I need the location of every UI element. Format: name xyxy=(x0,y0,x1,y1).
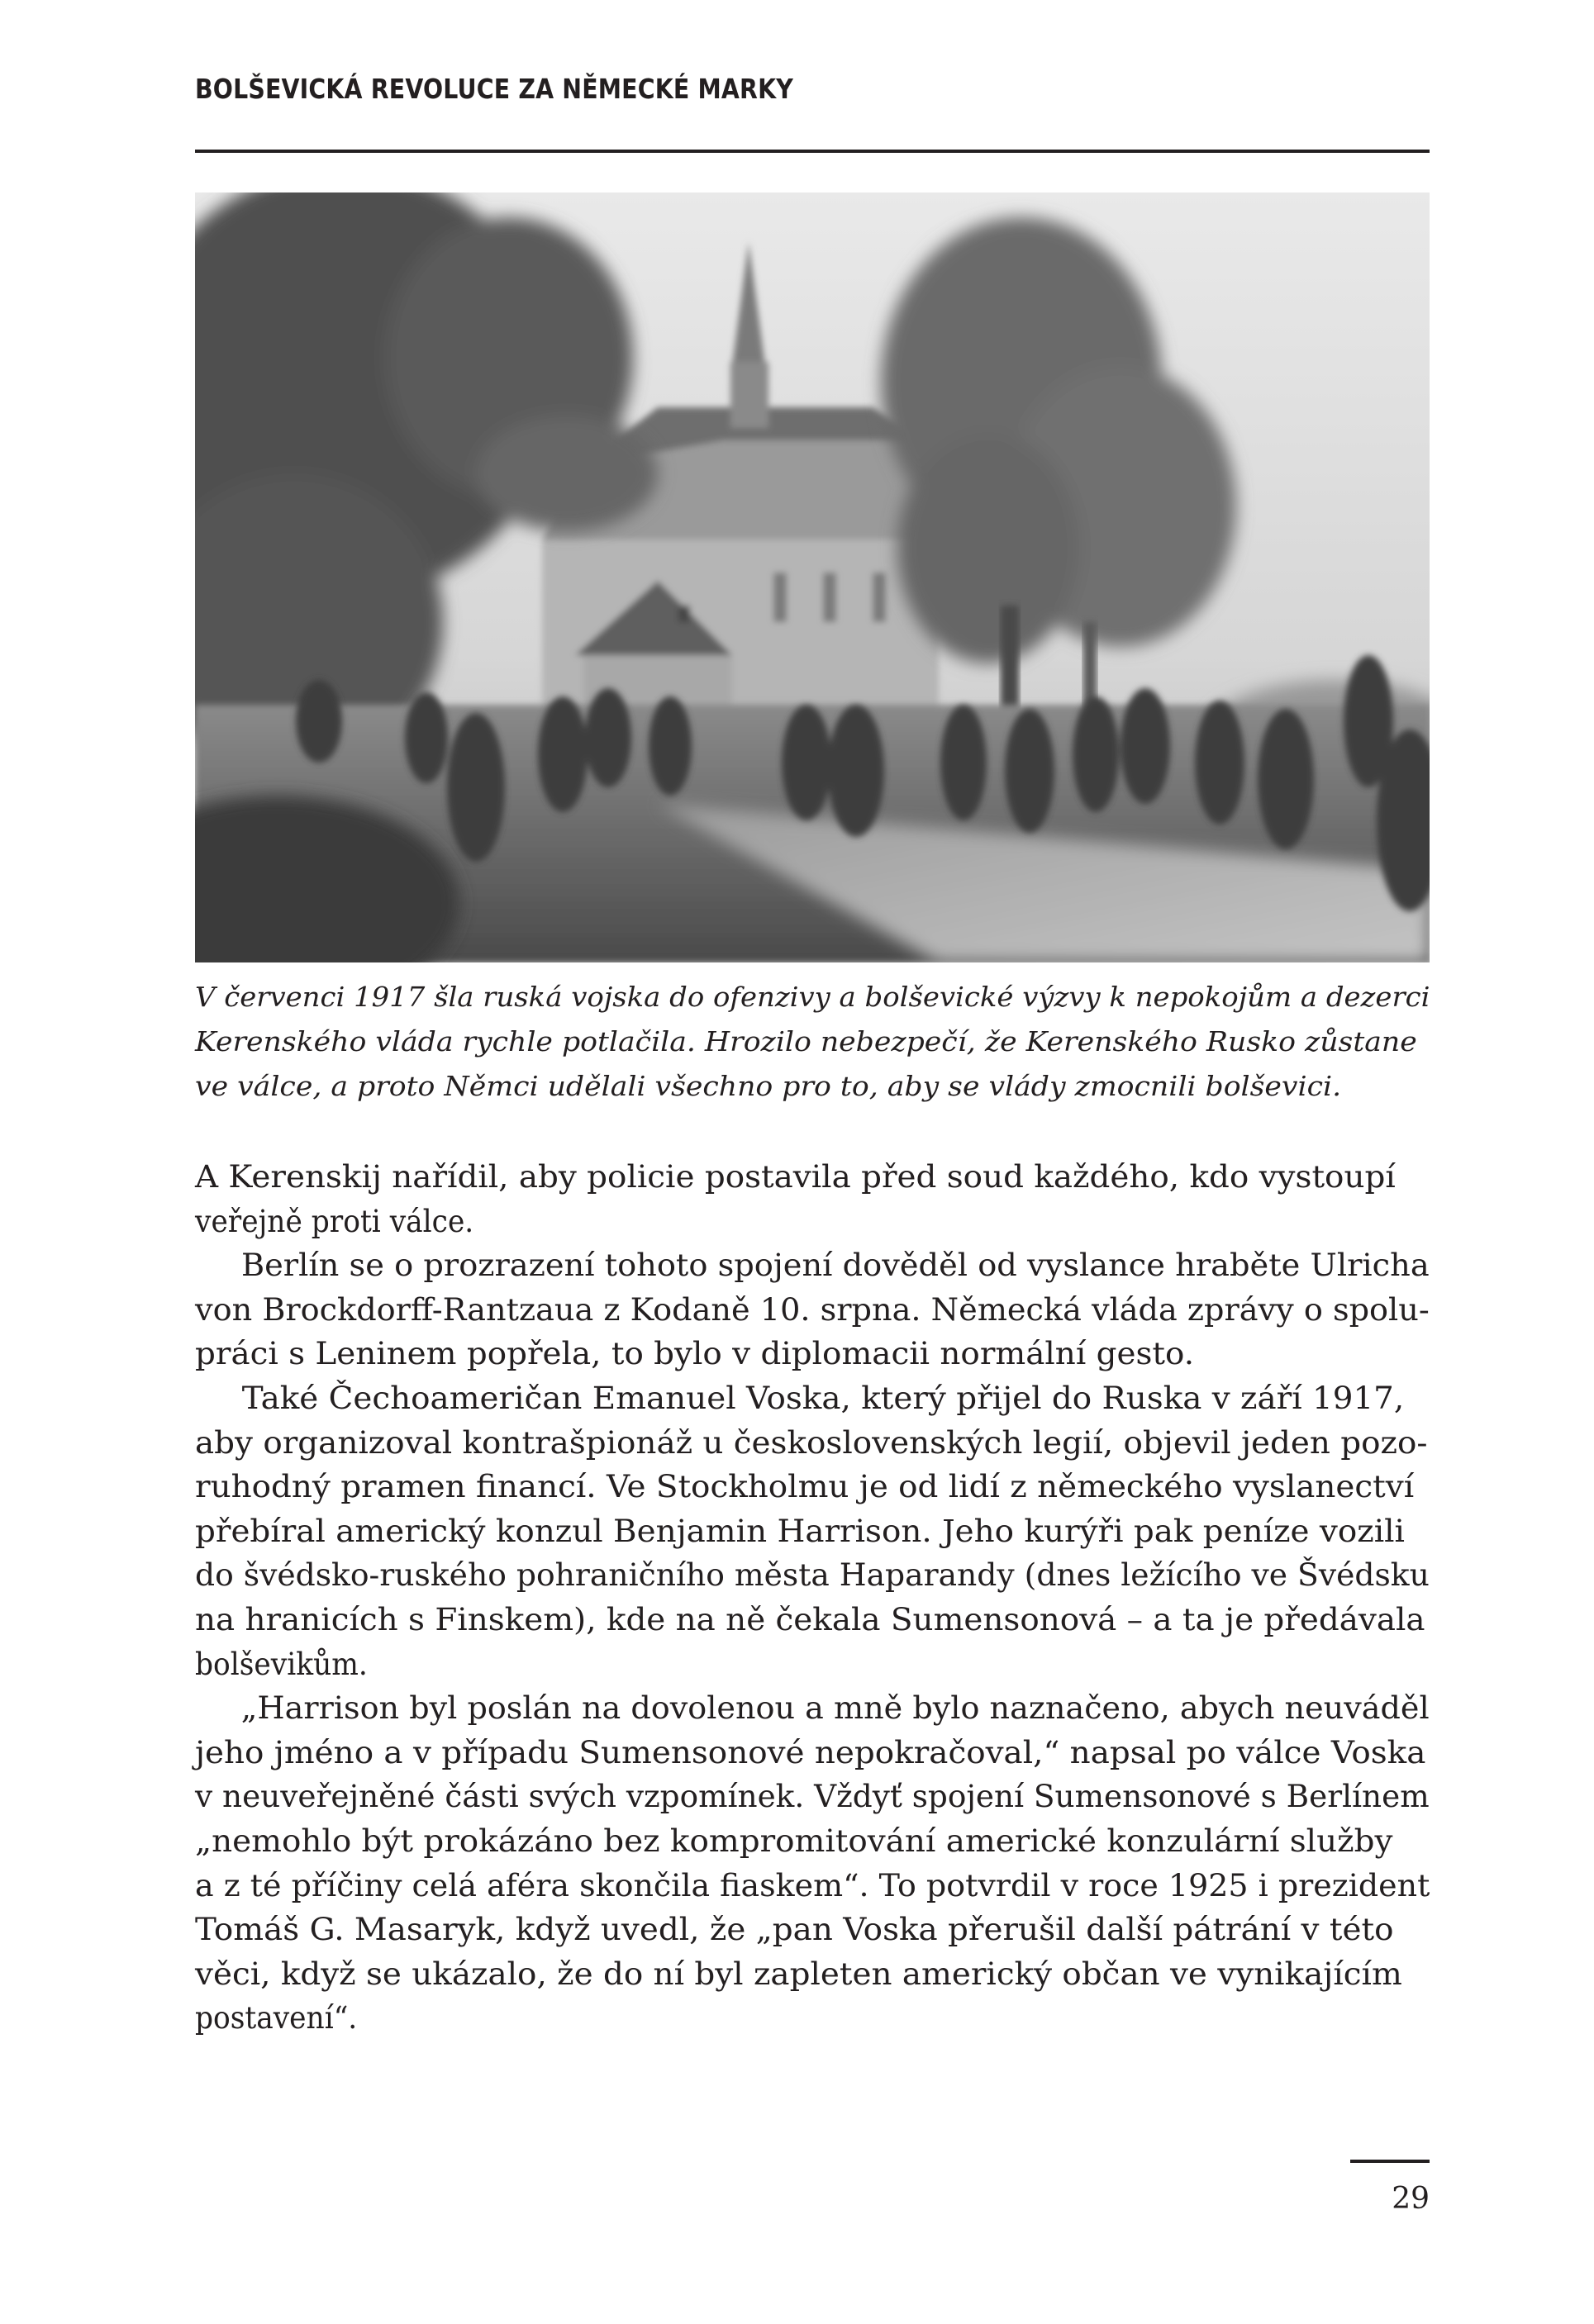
caption-line: V červenci 1917 šla ruská vojska do ofenzivy a bolševické výzvy k nepokojům a dezerci xyxy=(195,981,1430,1013)
body-line: do švédsko-ruského pohraničního města Haparandy (dnes ležícího ve Švédsku xyxy=(195,1557,1430,1594)
paragraph-start-line: Také Čechoameričan Emanuel Voska, který přijel do Ruska v září 1917, xyxy=(241,1380,1405,1416)
body-line: na hranicích s Finskem), kde na ně čekala Sumensonová – a ta je předávala xyxy=(195,1601,1425,1637)
body-line: jeho jméno a v případu Sumensonové nepokračoval,“ napsal po válce Voska xyxy=(195,1734,1426,1770)
header-rule xyxy=(195,150,1430,153)
running-title: BOLŠEVICKÁ REVOLUCE ZA NĚMECKÉ MARKY xyxy=(195,73,793,105)
photo-soldiers-church-image xyxy=(195,192,1430,962)
body-line: bolševikům. xyxy=(195,1646,368,1682)
figure-photo xyxy=(195,192,1430,962)
caption-line: Kerenského vláda rychle potlačila. Hrozilo nebezpečí, že Kerenského Rusko zůstane xyxy=(195,1025,1417,1057)
body-line: von Brockdorff-Rantzaua z Kodaně 10. srpna. Německá vláda zprávy o spolu- xyxy=(195,1291,1430,1328)
paragraph-start-line: Berlín se o prozrazení tohoto spojení dověděl od vyslance hraběte Ulricha xyxy=(240,1248,1430,1284)
body-line: ruhodný pramen financí. Ve Stockholmu je od lidí z německého vyslanectví xyxy=(195,1469,1415,1505)
running-header xyxy=(195,71,1257,107)
body-text xyxy=(195,1155,1430,2041)
body-line: a z té příčiny celá aféra skončila fiaskem“. To potvrdil v roce 1925 i prezident xyxy=(195,1867,1430,1903)
body-line: v neuveřejněné části svých vzpomínek. Vždyť spojení Sumensonové s Berlínem xyxy=(195,1779,1430,1815)
body-line: práci s Leninem popřela, to bylo v diplomacii normální gesto. xyxy=(195,1336,1195,1372)
figure-caption xyxy=(195,975,1430,1109)
body-line: věci, když se ukázalo, že do ní byl zapleten americký občan ve vynikajícím xyxy=(195,1956,1402,1992)
footer-rule xyxy=(1350,2160,1430,2163)
body-line: veřejně proti válce. xyxy=(195,1203,474,1239)
body-line: přebíral americký konzul Benjamin Harrison. Jeho kurýři pak peníze vozili xyxy=(195,1513,1405,1549)
body-line: postavení“. xyxy=(195,2000,358,2036)
paragraph-start-line: „Harrison byl poslán na dovolenou a mně bylo naznačeno, abych neuváděl xyxy=(240,1690,1430,1727)
body-line: „nemohlo být prokázáno bez kompromitování americké konzulární služby xyxy=(195,1823,1393,1859)
body-line: aby organizoval kontrašpionáž u československých legií, objevil jeden pozo- xyxy=(195,1424,1428,1461)
body-line: Tomáš G. Masaryk, když uvedl, že „pan Voska přerušil další pátrání v této xyxy=(195,1912,1394,1948)
page-number: 29 xyxy=(1392,2182,1430,2216)
body-line: A Kerenskij nařídil, aby policie postavila před soud každého, kdo vystoupí xyxy=(195,1159,1396,1195)
caption-line: ve válce, a proto Němci udělali všechno pro to, aby se vlády zmocnili bolševici. xyxy=(195,1070,1342,1102)
